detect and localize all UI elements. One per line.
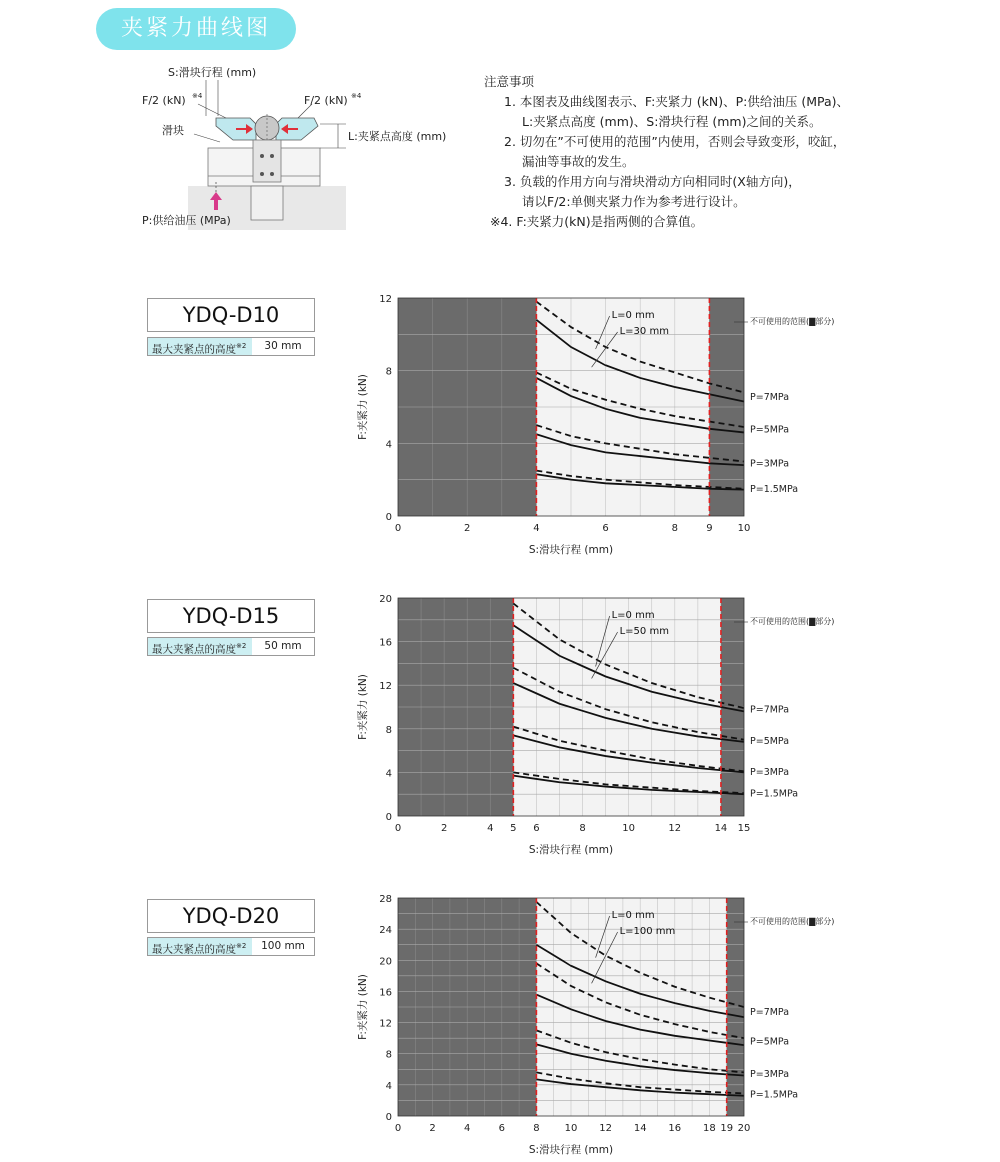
y-axis-label: F:夹紧力 (kN) — [357, 974, 369, 1040]
x-tick-label: 16 — [668, 1123, 682, 1134]
pressure-label: P=7MPa — [750, 1007, 790, 1019]
y-tick-label: 8 — [385, 366, 392, 378]
x-tick-label: 4 — [533, 523, 540, 534]
right-force-note: ※4 — [351, 92, 362, 100]
y-tick-label: 0 — [385, 1112, 392, 1123]
clamp-diagram — [138, 58, 478, 238]
max-height-value: 50 mm — [264, 640, 302, 652]
x-tick-label: 2 — [464, 523, 471, 534]
x-tick-label: 4 — [464, 1123, 471, 1134]
x-tick-label: 6 — [498, 1123, 505, 1134]
pressure-label: P=5MPa — [750, 1036, 790, 1048]
unusable-range-label: 不可使用的范围(▇部分) — [750, 317, 835, 326]
note-line: 2. 切勿在”不可使用的范围”内使用，否则会导致变形，咬缸， — [504, 134, 846, 149]
model-name-d10: YDQ-D10 — [147, 298, 315, 332]
center-body — [253, 140, 281, 182]
y-tick-label: 16 — [379, 637, 392, 649]
slider-leader — [194, 134, 220, 142]
notes-panel — [484, 72, 849, 232]
bolt-2 — [270, 154, 274, 158]
clamp-height-label: L:夹紧点高度 (mm) — [348, 130, 447, 143]
x-tick-label: 6 — [533, 823, 540, 834]
x-tick-label: 8 — [671, 523, 678, 534]
right-force-label: F/2 (kN) — [304, 94, 348, 107]
note-line: L:夹紧点高度 (mm)、S:滑块行程 (mm)之间的关系。 — [522, 114, 822, 129]
y-tick-label: 20 — [379, 956, 392, 968]
x-tick-label: 2 — [440, 823, 448, 834]
pressure-label: P=7MPa — [750, 392, 790, 404]
y-tick-label: 12 — [379, 681, 392, 693]
pressure-label: P=5MPa — [750, 735, 790, 747]
y-tick-label: 20 — [379, 594, 392, 605]
bolt-3 — [260, 172, 264, 176]
x-tick-label: 6 — [602, 523, 609, 534]
note-line: 漏油等事故的发生。 — [522, 154, 635, 169]
pressure-label: P=1.5MPa — [750, 484, 799, 496]
pressure-label: P=3MPa — [750, 1068, 790, 1080]
y-tick-label: 16 — [379, 987, 392, 999]
note-line: 请以F/2:单侧夹紧力作为参考进行设计。 — [522, 194, 746, 209]
x-tick-label: 2 — [429, 1123, 436, 1134]
max-height-key: 最大夹紧点的高度$^{※2}$ — [148, 938, 252, 955]
y-tick-label: 12 — [379, 294, 392, 305]
section-title: 夹紧力曲线图 — [96, 8, 296, 50]
curve-label-lmax: L=100 mm — [619, 926, 676, 937]
max-height-key: 最大夹紧点的高度$^{※2}$ — [148, 638, 252, 655]
model-name-d15: YDQ-D15 — [147, 599, 315, 633]
y-tick-label: 4 — [385, 439, 392, 451]
y-tick-label: 28 — [379, 894, 392, 905]
max-height-row-d15 — [147, 637, 315, 656]
force-chart-d15 — [350, 590, 850, 862]
pressure-label: P=3MPa — [750, 458, 790, 470]
x-tick-label: 20 — [737, 1123, 751, 1134]
max-height-row-d20 — [147, 937, 315, 956]
y-tick-label: 4 — [385, 768, 392, 780]
force-chart-d10 — [350, 290, 850, 560]
x-tick-label: 4 — [487, 823, 494, 834]
notes-heading: 注意事项 — [484, 74, 535, 89]
y-axis-label: F:夹紧力 (kN) — [357, 374, 369, 440]
x-tick-label: 12 — [668, 823, 682, 834]
x-tick-label: 0 — [394, 823, 402, 834]
x-tick-label: 14 — [714, 823, 728, 834]
force-chart-d20 — [350, 890, 850, 1162]
pressure-label: P=5MPa — [750, 424, 790, 436]
curve-label-l0: L=0 mm — [611, 910, 655, 921]
x-tick-label: 19 — [720, 1123, 734, 1134]
lower-cylinder — [251, 186, 283, 220]
x-tick-label: 5 — [510, 823, 517, 834]
left-force-note: ※4 — [192, 92, 203, 100]
pressure-label: P=3MPa — [750, 766, 790, 778]
x-tick-label: 10 — [564, 1123, 578, 1134]
x-axis-label: S:滑块行程 (mm) — [528, 1144, 614, 1156]
bolt-4 — [270, 172, 274, 176]
stroke-label: S:滑块行程 (mm) — [168, 66, 257, 79]
max-height-value: 30 mm — [264, 340, 302, 352]
slider-label: 滑块 — [162, 124, 184, 137]
x-axis-label: S:滑块行程 (mm) — [528, 544, 614, 556]
y-tick-label: 24 — [379, 925, 392, 937]
y-tick-label: 12 — [379, 1018, 392, 1030]
note-line: 3. 负载的作用方向与滑块滑动方向相同时(X轴方向)， — [504, 174, 801, 189]
max-height-row-d10 — [147, 337, 315, 356]
y-tick-label: 0 — [385, 512, 392, 523]
y-tick-label: 8 — [385, 1049, 392, 1061]
unusable-range-label: 不可使用的范围(▇部分) — [750, 917, 835, 926]
curve-label-lmax: L=50 mm — [619, 626, 669, 637]
note-line: 1. 本图表及曲线图表示、F:夹紧力 (kN)、P:供给油压 (MPa)、 — [504, 94, 850, 109]
y-tick-label: 8 — [385, 724, 392, 736]
pressure-label: P=1.5MPa — [750, 1089, 799, 1101]
x-tick-label: 0 — [394, 523, 402, 534]
left-force-leader — [198, 104, 226, 118]
left-force-label: F/2 (kN) — [142, 94, 186, 107]
y-tick-label: 4 — [385, 1080, 392, 1092]
x-tick-label: 10 — [737, 523, 751, 534]
model-name-d20: YDQ-D20 — [147, 899, 315, 933]
x-tick-label: 18 — [703, 1123, 716, 1134]
x-tick-label: 0 — [394, 1123, 402, 1134]
max-height-value: 100 mm — [261, 940, 305, 952]
x-tick-label: 15 — [737, 823, 751, 834]
curve-label-l0: L=0 mm — [611, 310, 655, 321]
x-tick-label: 8 — [533, 1123, 540, 1134]
unusable-range-label: 不可使用的范围(▇部分) — [750, 617, 835, 626]
x-tick-label: 8 — [579, 823, 586, 834]
y-axis-label: F:夹紧力 (kN) — [357, 674, 369, 740]
x-tick-label: 9 — [706, 523, 713, 534]
x-axis-label: S:滑块行程 (mm) — [528, 844, 614, 856]
x-tick-label: 12 — [599, 1123, 612, 1134]
x-tick-label: 10 — [622, 823, 636, 834]
bolt-1 — [260, 154, 264, 158]
y-tick-label: 0 — [385, 812, 392, 823]
note-line: ※4. F:夹紧力(kN)是指两侧的合算值。 — [490, 214, 704, 229]
max-height-key: 最大夹紧点的高度$^{※2}$ — [148, 338, 252, 355]
pressure-label: P=7MPa — [750, 704, 790, 716]
curve-label-l0: L=0 mm — [611, 610, 655, 621]
curve-label-lmax: L=30 mm — [619, 326, 669, 337]
pressure-label: P:供给油压 (MPa) — [142, 214, 231, 227]
x-tick-label: 14 — [633, 1123, 647, 1134]
pressure-label: P=1.5MPa — [750, 788, 799, 800]
